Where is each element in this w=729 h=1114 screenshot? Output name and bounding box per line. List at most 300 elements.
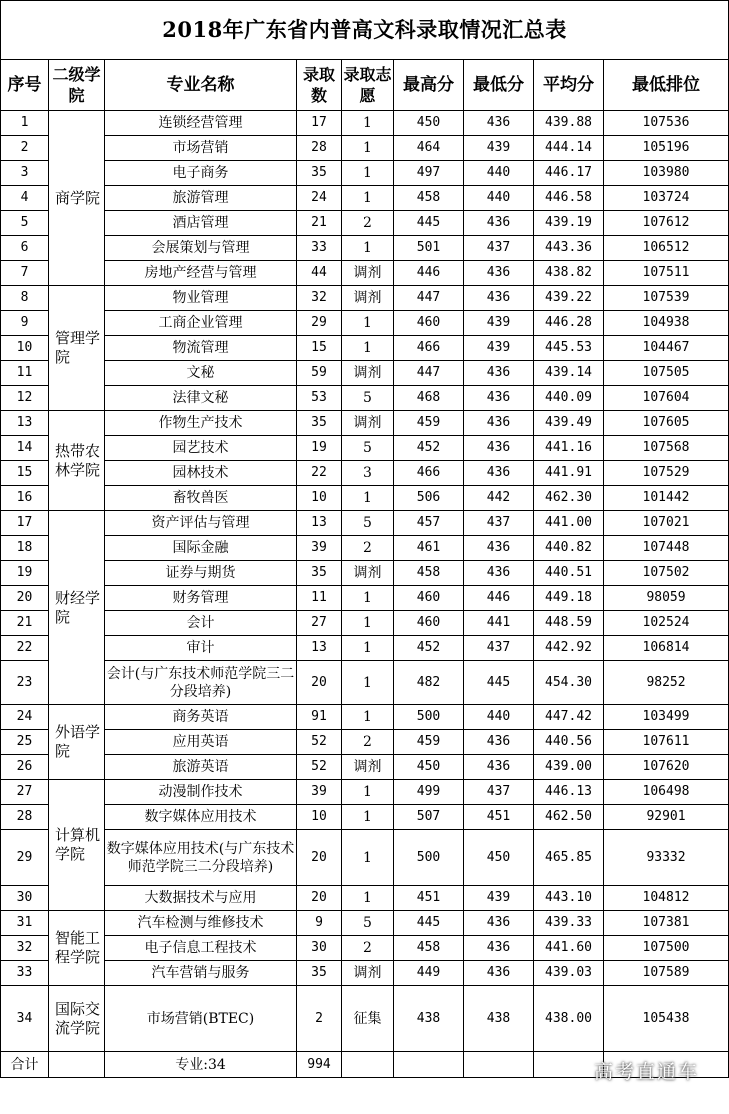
cell-major: 汽车营销与服务 <box>105 961 297 986</box>
cell-max: 449 <box>394 961 464 986</box>
cell-count: 10 <box>297 486 342 511</box>
table-row <box>1 911 729 936</box>
cell-min: 436 <box>464 111 534 136</box>
cell-max: 445 <box>394 911 464 936</box>
cell-seq: 32 <box>1 936 49 961</box>
cell-major: 数字媒体应用技术 <box>105 805 297 830</box>
cell-avg: 445.53 <box>534 336 604 361</box>
cell-count: 2 <box>297 986 342 1052</box>
table-row <box>1 311 729 336</box>
cell-seq: 34 <box>1 986 49 1052</box>
cell-count: 19 <box>297 436 342 461</box>
cell-max: 445 <box>394 211 464 236</box>
cell-rank: 105196 <box>604 136 729 161</box>
table-row <box>1 586 729 611</box>
cell-avg: 446.17 <box>534 161 604 186</box>
cell-min: 440 <box>464 705 534 730</box>
cell-wish: 1 <box>342 136 394 161</box>
cell-min: 440 <box>464 186 534 211</box>
cell-seq: 31 <box>1 911 49 936</box>
cell-max: 500 <box>394 830 464 886</box>
cell-wish: 1 <box>342 780 394 805</box>
cell-count: 44 <box>297 261 342 286</box>
cell-avg: 446.58 <box>534 186 604 211</box>
table-row <box>1 830 729 886</box>
cell-avg: 440.09 <box>534 386 604 411</box>
cell-wish: 1 <box>342 661 394 705</box>
total-empty <box>342 1052 394 1078</box>
cell-major: 会计 <box>105 611 297 636</box>
cell-max: 450 <box>394 111 464 136</box>
cell-min: 438 <box>464 986 534 1052</box>
cell-avg: 446.13 <box>534 780 604 805</box>
cell-wish: 1 <box>342 805 394 830</box>
cell-avg: 440.51 <box>534 561 604 586</box>
cell-max: 438 <box>394 986 464 1052</box>
cell-max: 457 <box>394 511 464 536</box>
cell-min: 441 <box>464 611 534 636</box>
cell-min: 436 <box>464 755 534 780</box>
table-row <box>1 755 729 780</box>
cell-avg: 465.85 <box>534 830 604 886</box>
cell-seq: 33 <box>1 961 49 986</box>
table-row <box>1 436 729 461</box>
cell-max: 464 <box>394 136 464 161</box>
watermark-text: 高考直通车 <box>593 1061 699 1083</box>
cell-rank: 93332 <box>604 830 729 886</box>
cell-seq: 26 <box>1 755 49 780</box>
cell-avg: 462.50 <box>534 805 604 830</box>
cell-avg: 447.42 <box>534 705 604 730</box>
cell-seq: 8 <box>1 286 49 311</box>
table-row <box>1 136 729 161</box>
cell-rank: 103724 <box>604 186 729 211</box>
cell-major: 财务管理 <box>105 586 297 611</box>
cell-max: 497 <box>394 161 464 186</box>
cell-min: 436 <box>464 911 534 936</box>
cell-max: 466 <box>394 336 464 361</box>
cell-max: 468 <box>394 386 464 411</box>
cell-min: 436 <box>464 961 534 986</box>
cell-max: 460 <box>394 586 464 611</box>
cell-major: 市场营销(BTEC) <box>105 986 297 1052</box>
table-row <box>1 461 729 486</box>
table-row <box>1 286 729 311</box>
cell-avg: 441.00 <box>534 511 604 536</box>
cell-seq: 18 <box>1 536 49 561</box>
cell-min: 436 <box>464 461 534 486</box>
cell-major: 应用英语 <box>105 730 297 755</box>
cell-major: 市场营销 <box>105 136 297 161</box>
cell-count: 35 <box>297 411 342 436</box>
cell-wish: 调剂 <box>342 261 394 286</box>
cell-rank: 106814 <box>604 636 729 661</box>
cell-max: 499 <box>394 780 464 805</box>
cell-min: 445 <box>464 661 534 705</box>
header-seq: 序号 <box>1 60 49 111</box>
cell-min: 450 <box>464 830 534 886</box>
cell-rank: 107539 <box>604 286 729 311</box>
cell-rank: 107500 <box>604 936 729 961</box>
cell-major: 连锁经营管理 <box>105 111 297 136</box>
cell-major: 会展策划与管理 <box>105 236 297 261</box>
cell-rank: 107604 <box>604 386 729 411</box>
cell-max: 506 <box>394 486 464 511</box>
cell-rank: 107505 <box>604 361 729 386</box>
cell-seq: 12 <box>1 386 49 411</box>
cell-count: 22 <box>297 461 342 486</box>
cell-major: 园林技术 <box>105 461 297 486</box>
cell-wish: 2 <box>342 211 394 236</box>
cell-max: 507 <box>394 805 464 830</box>
cell-avg: 439.19 <box>534 211 604 236</box>
cell-count: 20 <box>297 886 342 911</box>
cell-seq: 13 <box>1 411 49 436</box>
cell-count: 9 <box>297 911 342 936</box>
cell-avg: 444.14 <box>534 136 604 161</box>
cell-dept: 国际交流学院 <box>49 986 105 1052</box>
cell-avg: 454.30 <box>534 661 604 705</box>
cell-avg: 443.36 <box>534 236 604 261</box>
cell-major: 汽车检测与维修技术 <box>105 911 297 936</box>
cell-seq: 7 <box>1 261 49 286</box>
cell-avg: 439.88 <box>534 111 604 136</box>
total-label: 合计 <box>1 1052 49 1078</box>
cell-rank: 107568 <box>604 436 729 461</box>
cell-major: 法律文秘 <box>105 386 297 411</box>
cell-max: 460 <box>394 311 464 336</box>
table-row <box>1 236 729 261</box>
header-row <box>1 60 729 111</box>
cell-seq: 24 <box>1 705 49 730</box>
cell-dept: 商学院 <box>49 111 105 286</box>
cell-seq: 3 <box>1 161 49 186</box>
cell-dept: 外语学院 <box>49 705 105 780</box>
cell-wish: 1 <box>342 586 394 611</box>
cell-wish: 2 <box>342 936 394 961</box>
cell-wish: 1 <box>342 336 394 361</box>
cell-avg: 439.14 <box>534 361 604 386</box>
cell-count: 17 <box>297 111 342 136</box>
cell-count: 28 <box>297 136 342 161</box>
cell-rank: 106512 <box>604 236 729 261</box>
cell-max: 451 <box>394 886 464 911</box>
cell-min: 436 <box>464 261 534 286</box>
cell-min: 451 <box>464 805 534 830</box>
cell-count: 53 <box>297 386 342 411</box>
cell-max: 447 <box>394 286 464 311</box>
cell-dept: 智能工程学院 <box>49 911 105 986</box>
cell-rank: 103980 <box>604 161 729 186</box>
table-row <box>1 561 729 586</box>
cell-min: 439 <box>464 136 534 161</box>
cell-rank: 107611 <box>604 730 729 755</box>
table-row <box>1 186 729 211</box>
cell-wish: 1 <box>342 830 394 886</box>
page-title: 2018年广东省内普高文科录取情况汇总表 <box>1 1 729 60</box>
cell-wish: 调剂 <box>342 961 394 986</box>
cell-major: 房地产经营与管理 <box>105 261 297 286</box>
cell-wish: 5 <box>342 436 394 461</box>
cell-count: 35 <box>297 561 342 586</box>
cell-count: 91 <box>297 705 342 730</box>
table-row <box>1 636 729 661</box>
cell-count: 52 <box>297 730 342 755</box>
cell-count: 29 <box>297 311 342 336</box>
cell-major: 作物生产技术 <box>105 411 297 436</box>
cell-wish: 5 <box>342 386 394 411</box>
cell-major: 资产评估与管理 <box>105 511 297 536</box>
table-row <box>1 661 729 705</box>
cell-min: 437 <box>464 636 534 661</box>
cell-max: 447 <box>394 361 464 386</box>
cell-major: 电子商务 <box>105 161 297 186</box>
cell-wish: 1 <box>342 886 394 911</box>
cell-min: 437 <box>464 236 534 261</box>
cell-max: 452 <box>394 636 464 661</box>
header-rank: 最低排位 <box>604 60 729 111</box>
cell-major: 数字媒体应用技术(与广东技术师范学院三二分段培养) <box>105 830 297 886</box>
cell-min: 436 <box>464 211 534 236</box>
cell-major: 畜牧兽医 <box>105 486 297 511</box>
cell-wish: 5 <box>342 911 394 936</box>
cell-wish: 1 <box>342 186 394 211</box>
cell-min: 446 <box>464 586 534 611</box>
cell-max: 459 <box>394 730 464 755</box>
cell-avg: 441.60 <box>534 936 604 961</box>
table-row <box>1 961 729 986</box>
cell-avg: 442.92 <box>534 636 604 661</box>
cell-avg: 439.33 <box>534 911 604 936</box>
cell-seq: 28 <box>1 805 49 830</box>
cell-avg: 441.16 <box>534 436 604 461</box>
cell-max: 482 <box>394 661 464 705</box>
cell-count: 35 <box>297 161 342 186</box>
cell-major: 会计(与广东技术师范学院三二分段培养) <box>105 661 297 705</box>
cell-avg: 439.49 <box>534 411 604 436</box>
cell-wish: 调剂 <box>342 561 394 586</box>
cell-rank: 107620 <box>604 755 729 780</box>
cell-wish: 1 <box>342 705 394 730</box>
table-row <box>1 705 729 730</box>
cell-major: 审计 <box>105 636 297 661</box>
cell-max: 458 <box>394 936 464 961</box>
table-row <box>1 111 729 136</box>
cell-major: 旅游管理 <box>105 186 297 211</box>
cell-max: 461 <box>394 536 464 561</box>
total-empty <box>464 1052 534 1078</box>
table-row <box>1 361 729 386</box>
cell-seq: 9 <box>1 311 49 336</box>
cell-seq: 25 <box>1 730 49 755</box>
total-empty <box>49 1052 105 1078</box>
cell-seq: 15 <box>1 461 49 486</box>
cell-avg: 438.00 <box>534 986 604 1052</box>
cell-avg: 443.10 <box>534 886 604 911</box>
cell-seq: 14 <box>1 436 49 461</box>
cell-wish: 5 <box>342 511 394 536</box>
cell-count: 11 <box>297 586 342 611</box>
cell-max: 452 <box>394 436 464 461</box>
cell-max: 460 <box>394 611 464 636</box>
cell-dept: 管理学院 <box>49 286 105 411</box>
cell-major: 大数据技术与应用 <box>105 886 297 911</box>
cell-max: 446 <box>394 261 464 286</box>
cell-avg: 440.56 <box>534 730 604 755</box>
cell-seq: 22 <box>1 636 49 661</box>
cell-major: 国际金融 <box>105 536 297 561</box>
cell-seq: 2 <box>1 136 49 161</box>
cell-avg: 448.59 <box>534 611 604 636</box>
header-count: 录取数 <box>297 60 342 111</box>
cell-avg: 441.91 <box>534 461 604 486</box>
cell-min: 436 <box>464 411 534 436</box>
cell-rank: 104938 <box>604 311 729 336</box>
cell-rank: 107612 <box>604 211 729 236</box>
cell-seq: 5 <box>1 211 49 236</box>
table-row <box>1 411 729 436</box>
header-max: 最高分 <box>394 60 464 111</box>
table-row <box>1 261 729 286</box>
cell-wish: 1 <box>342 111 394 136</box>
cell-count: 24 <box>297 186 342 211</box>
cell-avg: 462.30 <box>534 486 604 511</box>
cell-min: 437 <box>464 780 534 805</box>
cell-wish: 调剂 <box>342 361 394 386</box>
cell-wish: 调剂 <box>342 755 394 780</box>
cell-count: 20 <box>297 661 342 705</box>
table-row <box>1 730 729 755</box>
cell-count: 32 <box>297 286 342 311</box>
cell-major: 旅游英语 <box>105 755 297 780</box>
table-row <box>1 986 729 1052</box>
cell-avg: 439.03 <box>534 961 604 986</box>
table-row <box>1 536 729 561</box>
cell-count: 27 <box>297 611 342 636</box>
cell-max: 458 <box>394 186 464 211</box>
cell-min: 437 <box>464 511 534 536</box>
cell-count: 39 <box>297 536 342 561</box>
cell-avg: 440.82 <box>534 536 604 561</box>
cell-rank: 106498 <box>604 780 729 805</box>
cell-rank: 98252 <box>604 661 729 705</box>
cell-seq: 4 <box>1 186 49 211</box>
cell-seq: 19 <box>1 561 49 586</box>
cell-rank: 107536 <box>604 111 729 136</box>
cell-seq: 17 <box>1 511 49 536</box>
cell-rank: 107529 <box>604 461 729 486</box>
table-row <box>1 211 729 236</box>
table-row <box>1 336 729 361</box>
cell-wish: 调剂 <box>342 286 394 311</box>
header-dept: 二级学院 <box>49 60 105 111</box>
cell-seq: 23 <box>1 661 49 705</box>
cell-rank: 101442 <box>604 486 729 511</box>
cell-wish: 1 <box>342 636 394 661</box>
table-row <box>1 386 729 411</box>
cell-count: 13 <box>297 636 342 661</box>
cell-min: 436 <box>464 361 534 386</box>
cell-rank: 92901 <box>604 805 729 830</box>
cell-avg: 449.18 <box>534 586 604 611</box>
cell-major: 酒店管理 <box>105 211 297 236</box>
cell-min: 436 <box>464 286 534 311</box>
cell-major: 物流管理 <box>105 336 297 361</box>
cell-rank: 107448 <box>604 536 729 561</box>
cell-count: 59 <box>297 361 342 386</box>
total-count: 994 <box>297 1052 342 1078</box>
table-row <box>1 161 729 186</box>
table-row <box>1 936 729 961</box>
cell-dept: 财经学院 <box>49 511 105 705</box>
cell-wish: 1 <box>342 486 394 511</box>
cell-min: 440 <box>464 161 534 186</box>
cell-seq: 11 <box>1 361 49 386</box>
cell-major: 工商企业管理 <box>105 311 297 336</box>
cell-major: 证券与期货 <box>105 561 297 586</box>
cell-dept: 计算机学院 <box>49 780 105 911</box>
cell-rank: 107605 <box>604 411 729 436</box>
cell-min: 436 <box>464 936 534 961</box>
cell-wish: 2 <box>342 536 394 561</box>
table-row <box>1 486 729 511</box>
cell-max: 501 <box>394 236 464 261</box>
cell-major: 文秘 <box>105 361 297 386</box>
cell-rank: 104467 <box>604 336 729 361</box>
cell-count: 10 <box>297 805 342 830</box>
cell-wish: 2 <box>342 730 394 755</box>
cell-rank: 105438 <box>604 986 729 1052</box>
cell-seq: 30 <box>1 886 49 911</box>
cell-min: 436 <box>464 730 534 755</box>
cell-count: 33 <box>297 236 342 261</box>
header-avg: 平均分 <box>534 60 604 111</box>
cell-count: 21 <box>297 211 342 236</box>
table-row <box>1 780 729 805</box>
cell-rank: 98059 <box>604 586 729 611</box>
cell-major: 电子信息工程技术 <box>105 936 297 961</box>
cell-wish: 征集 <box>342 986 394 1052</box>
cell-avg: 439.22 <box>534 286 604 311</box>
cell-wish: 1 <box>342 611 394 636</box>
total-majors: 专业:34 <box>105 1052 297 1078</box>
cell-seq: 20 <box>1 586 49 611</box>
cell-rank: 102524 <box>604 611 729 636</box>
cell-seq: 6 <box>1 236 49 261</box>
cell-major: 园艺技术 <box>105 436 297 461</box>
cell-count: 20 <box>297 830 342 886</box>
cell-wish: 1 <box>342 311 394 336</box>
header-wish: 录取志愿 <box>342 60 394 111</box>
cell-max: 458 <box>394 561 464 586</box>
cell-major: 商务英语 <box>105 705 297 730</box>
table-row <box>1 511 729 536</box>
cell-min: 439 <box>464 336 534 361</box>
table-row <box>1 805 729 830</box>
cell-min: 442 <box>464 486 534 511</box>
cell-min: 436 <box>464 536 534 561</box>
table-row <box>1 886 729 911</box>
cell-wish: 调剂 <box>342 411 394 436</box>
cell-seq: 27 <box>1 780 49 805</box>
cell-count: 30 <box>297 936 342 961</box>
cell-max: 466 <box>394 461 464 486</box>
cell-seq: 16 <box>1 486 49 511</box>
cell-wish: 1 <box>342 236 394 261</box>
cell-rank: 107021 <box>604 511 729 536</box>
cell-max: 500 <box>394 705 464 730</box>
total-empty <box>394 1052 464 1078</box>
